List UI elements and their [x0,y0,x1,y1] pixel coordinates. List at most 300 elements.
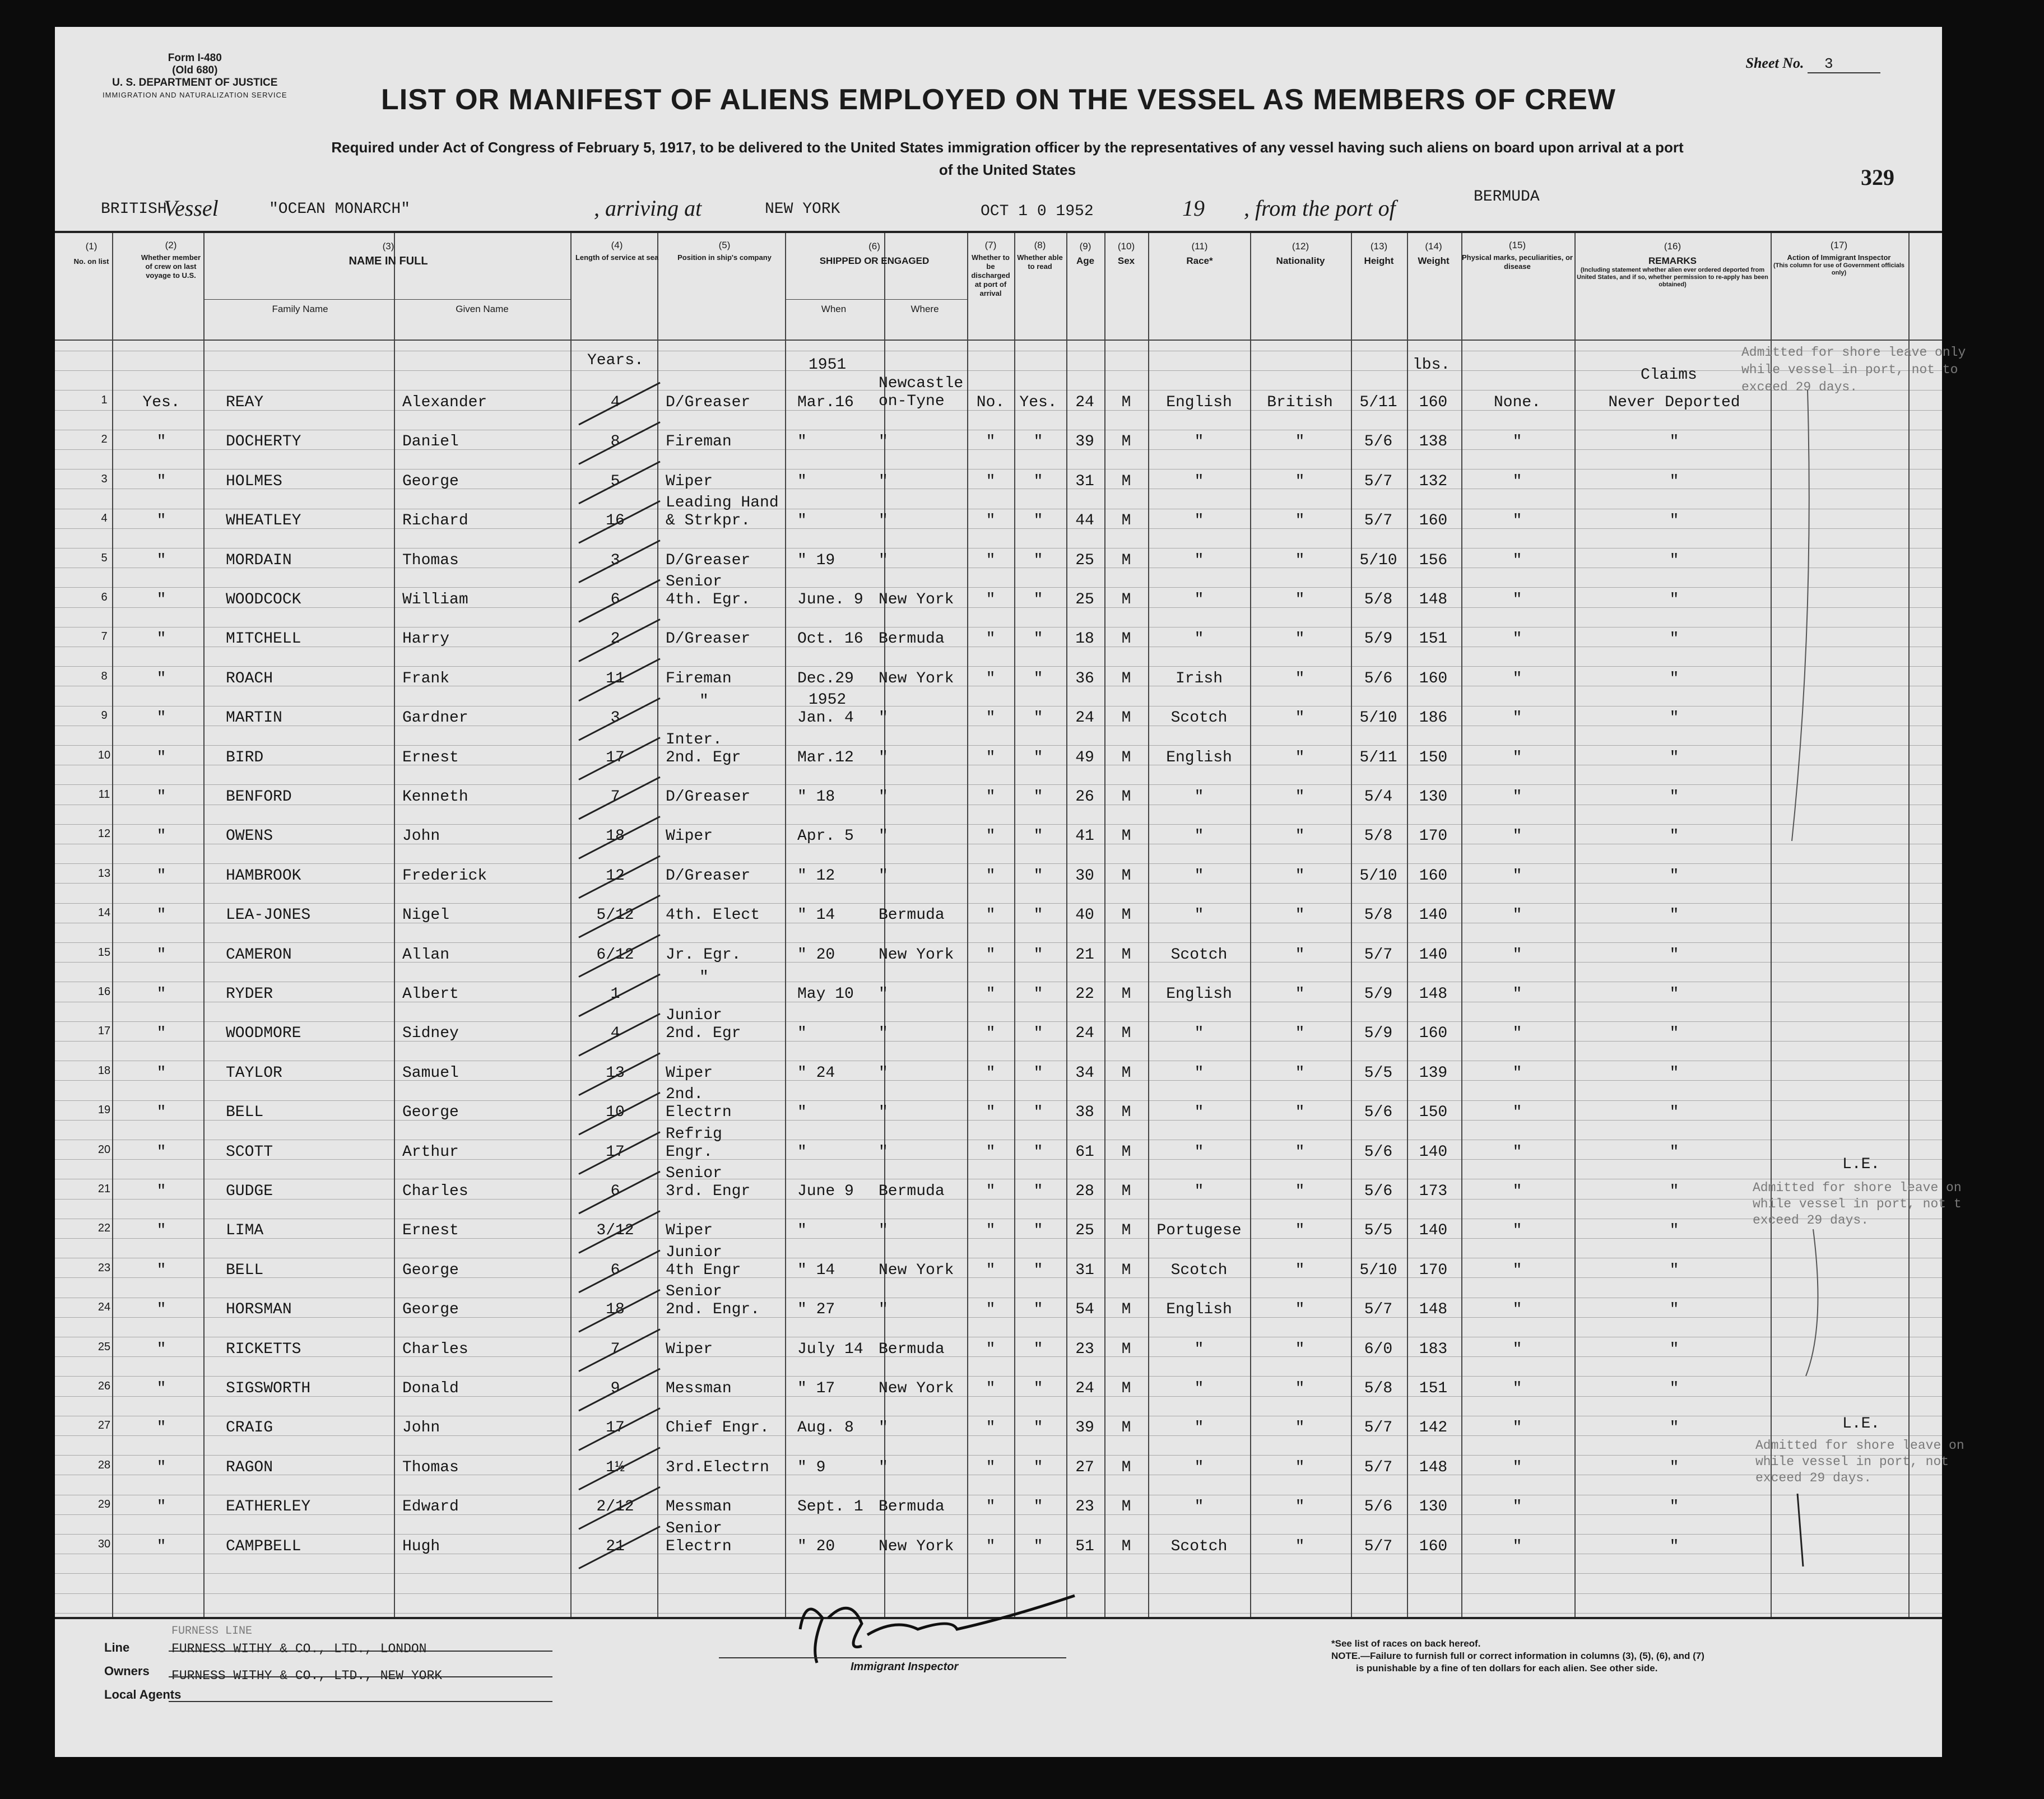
service-check-mark [579,580,660,622]
weight: 130 [1419,788,1448,806]
sex: M [1121,986,1131,1003]
race: " [1194,867,1204,885]
remarks: " [1669,1143,1679,1161]
remarks: " [1669,551,1679,569]
discharged: " [986,591,996,608]
row-number: 9 [101,709,108,722]
able-to-read: " [1033,1143,1043,1161]
weight: 132 [1419,472,1448,490]
remarks: " [1669,591,1679,608]
able-to-read: " [1033,986,1043,1003]
service-check-mark [579,1251,660,1293]
height: 5/4 [1364,788,1393,806]
given-name: Gardner [402,709,468,727]
shipped-when: Jan. 4 [797,709,854,727]
inspector-line [719,1657,1066,1658]
nationality: " [1295,472,1305,490]
footer-notes: *See list of races on back hereof. NOTE.—Failure to furnish full or correct information in columns (3), (5), (6), and (7) is punishable by a fine of ten dollars for each alien. See other side. [1331,1638,1704,1674]
shipped-where: " [879,512,888,530]
length-of-service: 17 [606,749,625,766]
member-last-voyage: " [156,986,166,1003]
row-number: 16 [97,986,111,998]
remarks: " [1669,1261,1679,1279]
member-last-voyage: " [156,591,166,608]
nationality: " [1295,1143,1305,1161]
service-check-mark [579,383,660,425]
service-check-mark [579,698,660,740]
discharged: " [986,1380,996,1397]
race: English [1166,986,1232,1003]
member-last-voyage: Yes. [142,394,180,411]
service-check-mark [579,1408,660,1450]
physical-marks: " [1512,670,1522,687]
remarks: " [1669,1340,1679,1358]
given-name: Thomas [402,551,459,569]
sex: M [1121,394,1131,411]
height: 5/5 [1364,1222,1393,1240]
inspector-note: Admitted for shore leave only while vessel in port, not to exceed 29 days. [1741,345,1966,394]
height: 5/6 [1364,1143,1393,1161]
physical-marks: " [1512,1301,1522,1319]
row-number: 7 [101,630,108,643]
nationality: " [1295,867,1305,885]
sex: M [1121,472,1131,490]
nationality: " [1295,788,1305,806]
row-number: 20 [97,1143,111,1156]
service-check-mark [579,1487,660,1529]
position: 4th Engr [666,1261,741,1279]
position: 3rd.Electrn [666,1458,769,1476]
header-action: (17) Action of Immigrant Inspector (This column for use of Government officials only) [1773,240,1905,276]
physical-marks: " [1512,1340,1522,1358]
header-discharged: (7) Whether to be discharged at port of arrival [971,240,1010,297]
weight: 156 [1419,551,1448,569]
member-last-voyage: " [156,1143,166,1161]
claims-label: Claims [1641,366,1697,384]
age: 31 [1075,1261,1094,1279]
service-check-mark [579,422,660,464]
member-last-voyage: " [156,630,166,648]
from-port: BERMUDA [1474,188,1540,206]
shipped-where: " [879,1104,888,1122]
discharged: " [986,433,996,451]
remarks: " [1669,1419,1679,1437]
vessel-label: Vessel [164,196,219,221]
member-last-voyage: " [156,472,166,490]
position-line: Senior [666,1519,722,1537]
row-number: 30 [97,1537,111,1550]
given-name: Alexander [402,394,487,411]
race: " [1194,591,1204,608]
able-to-read: " [1033,867,1043,885]
service-check-mark [579,501,660,543]
service-check-mark [579,816,660,858]
discharged: " [986,1458,996,1476]
height: 5/10 [1359,1261,1397,1279]
service-check-mark [579,462,660,504]
shipped-when: " 14 [797,907,835,924]
weight-unit: lbs. [1413,356,1451,374]
physical-marks: " [1512,1025,1522,1043]
position: Wiper [666,1064,713,1082]
row-number: 13 [97,867,111,880]
race: " [1194,1498,1204,1516]
position: Messman [666,1380,732,1397]
from-port-label: , from the port of [1244,196,1396,221]
weight: 140 [1419,1222,1448,1240]
member-last-voyage: " [156,946,166,964]
race: Portugese [1156,1222,1242,1240]
position-line: Senior [666,1283,722,1301]
family-name: RAGON [226,1458,273,1476]
sex: M [1121,788,1131,806]
given-name: Arthur [402,1143,459,1161]
length-of-service: 16 [606,512,625,530]
weight: 138 [1419,433,1448,451]
family-name: MARTIN [226,709,282,727]
service-check-mark [579,1290,660,1332]
position: Wiper [666,1222,713,1240]
discharged: " [986,828,996,845]
height: 5/7 [1364,1537,1393,1555]
sex: M [1121,1222,1131,1240]
age: 24 [1075,1025,1094,1043]
position: D/Greaser [666,867,751,885]
height: 5/7 [1364,512,1393,530]
year-1951: 1951 [809,356,847,374]
length-of-service: 8 [610,433,620,451]
family-name: ROACH [226,670,273,687]
sex: M [1121,1498,1131,1516]
le-mark: L.E. [1842,1156,1880,1173]
remarks: " [1669,907,1679,924]
nationality: " [1295,946,1305,964]
height: 5/6 [1364,1104,1393,1122]
row-number: 27 [97,1419,111,1432]
able-to-read: " [1033,1183,1043,1200]
able-to-read: " [1033,1222,1043,1240]
race: Scotch [1170,1261,1228,1279]
service-check-mark [579,1014,660,1056]
height: 5/7 [1364,1301,1393,1319]
age: 24 [1075,709,1094,727]
member-last-voyage: " [156,1261,166,1279]
length-of-service: 2/12 [596,1498,634,1516]
family-name: MITCHELL [226,630,301,648]
age: 24 [1075,394,1094,411]
shipped-where: New York [879,670,954,687]
weight: 148 [1419,1458,1448,1476]
shipped-where: " [879,709,888,727]
position: D/Greaser [666,394,751,411]
sex: M [1121,946,1131,964]
length-of-service: 18 [606,1301,625,1319]
row-number: 25 [97,1340,111,1353]
given-name: William [402,591,468,608]
weight: 140 [1419,946,1448,964]
height: 5/11 [1359,749,1397,766]
weight: 160 [1419,867,1448,885]
weight: 183 [1419,1340,1448,1358]
family-name: TAYLOR [226,1064,282,1082]
member-last-voyage: " [156,749,166,766]
sex: M [1121,433,1131,451]
nationality: " [1295,1537,1305,1555]
remarks: " [1669,867,1679,885]
sex: M [1121,1380,1131,1397]
shipped-when: Dec.29 [797,670,854,687]
race: " [1194,472,1204,490]
nationality: " [1295,1458,1305,1476]
able-to-read: " [1033,1537,1043,1555]
sex: M [1121,670,1131,687]
shipped-where: Bermuda [879,630,945,648]
member-last-voyage: " [156,1380,166,1397]
length-of-service: 17 [606,1143,625,1161]
given-name: Ernest [402,749,459,766]
given-name: Sidney [402,1025,459,1043]
length-of-service: 6 [610,591,620,608]
owners-value: FURNESS WITHY & CO., LTD., LONDON [171,1642,427,1656]
position-line: Senior [666,1165,722,1182]
service-check-mark [579,1132,660,1174]
member-last-voyage: " [156,551,166,569]
discharged: " [986,1498,996,1516]
row-number: 29 [97,1498,111,1511]
physical-marks: None. [1493,394,1541,411]
given-name: George [402,1104,459,1122]
discharged: " [986,788,996,806]
header-service: (4) Length of service at sea [575,240,659,262]
shipped-where: Bermuda [879,907,945,924]
inspector-label: Immigrant Inspector [851,1661,959,1673]
length-of-service: 12 [606,867,625,885]
given-name: Frank [402,670,450,687]
discharged: " [986,1222,996,1240]
row-number: 26 [97,1380,111,1392]
position: 3rd. Engr [666,1183,751,1200]
given-name: Harry [402,630,450,648]
shipped-where: " [879,1458,888,1476]
sex: M [1121,1340,1131,1358]
remarks: " [1669,946,1679,964]
able-to-read: " [1033,1025,1043,1043]
given-name: Ernest [402,1222,459,1240]
position-line: Junior [666,1007,722,1025]
physical-marks: " [1512,1498,1522,1516]
weight: 148 [1419,1301,1448,1319]
discharged: " [986,630,996,648]
shipped-when: " 9 [797,1458,826,1476]
agents-label: Local Agents [104,1688,182,1702]
given-name: Donald [402,1380,459,1397]
shipped-where: " [879,472,888,490]
nationality: " [1295,1104,1305,1122]
physical-marks: " [1512,867,1522,885]
able-to-read: " [1033,1104,1043,1122]
given-name: John [402,1419,440,1437]
discharged: " [986,551,996,569]
physical-marks: " [1512,1183,1522,1200]
member-last-voyage: " [156,709,166,727]
sex: M [1121,1458,1131,1476]
height: 5/9 [1364,630,1393,648]
discharged: " [986,709,996,727]
header-no: (1) No. on list [73,241,109,266]
service-check-mark [579,541,660,583]
position: D/Greaser [666,551,751,569]
race: English [1166,749,1232,766]
shipped-where: " [879,828,888,845]
remarks: " [1669,472,1679,490]
row-number: 23 [97,1261,111,1274]
sex: M [1121,867,1131,885]
nationality: " [1295,828,1305,845]
shipped-where: " [879,1143,888,1161]
weight: 148 [1419,986,1448,1003]
physical-marks: " [1512,946,1522,964]
length-of-service: 6 [610,1261,620,1279]
service-check-mark [579,777,660,819]
row-number: 3 [101,472,108,485]
family-name: HOLMES [226,472,282,490]
shipped-when: " 17 [797,1380,835,1397]
height: 5/7 [1364,1458,1393,1476]
race: " [1194,1104,1204,1122]
age: 44 [1075,512,1094,530]
department-name: U. S. DEPARTMENT OF JUSTICE [112,77,278,89]
shipped-where: New York [879,1261,954,1279]
physical-marks: " [1512,1419,1522,1437]
length-of-service: 17 [606,1419,625,1437]
position-line: " [699,969,709,986]
race: " [1194,1025,1204,1043]
shipped-when: " [797,433,807,451]
age: 31 [1075,472,1094,490]
height: 5/7 [1364,946,1393,964]
height: 5/10 [1359,867,1397,885]
remarks: " [1669,1104,1679,1122]
age: 25 [1075,1222,1094,1240]
form-old-number: (Old 680) [172,64,218,76]
height: 6/0 [1364,1340,1393,1358]
weight: 150 [1419,1104,1448,1122]
sex: M [1121,1261,1131,1279]
header-physical: (15) Physical marks, peculiarities, or disease [1462,240,1573,271]
weight: 139 [1419,1064,1448,1082]
arriving-label: , arriving at [594,196,702,221]
line-value: FURNESS LINE [171,1625,253,1638]
family-name: GUDGE [226,1183,273,1200]
remarks: " [1669,1183,1679,1200]
sheet-number-label: Sheet No. [1745,55,1804,71]
able-to-read: " [1033,670,1043,687]
sheet-number [1746,55,1881,73]
family-name: WOODCOCK [226,591,301,608]
sex: M [1121,1537,1131,1555]
service-check-mark [579,1053,660,1095]
remarks: " [1669,670,1679,687]
able-to-read: " [1033,433,1043,451]
sex: M [1121,1143,1131,1161]
length-of-service: 5/12 [596,907,634,924]
race: English [1166,394,1232,411]
weight: 173 [1419,1183,1448,1200]
family-name: RYDER [226,986,273,1003]
shipped-where: Bermuda [879,1183,945,1200]
sex: M [1121,1301,1131,1319]
physical-marks: " [1512,1064,1522,1082]
header-read: (8) Whether able to read [1017,240,1063,271]
shipped-when: May 10 [797,986,854,1003]
race: Scotch [1170,709,1228,727]
family-name: SIGSWORTH [226,1380,311,1397]
age: 38 [1075,1104,1094,1122]
member-last-voyage: " [156,1458,166,1476]
physical-marks: " [1512,1261,1522,1279]
shipped-when: Apr. 5 [797,828,854,845]
able-to-read: " [1033,630,1043,648]
position-line: Refrig [666,1125,722,1143]
sex: M [1121,630,1131,648]
age: 49 [1075,749,1094,766]
row-number: 19 [97,1104,111,1117]
length-of-service: 6 [610,1183,620,1200]
discharged: " [986,749,996,766]
race: " [1194,1458,1204,1476]
discharged: No. [976,394,1005,411]
sex: M [1121,828,1131,845]
shipped-where: " [879,433,888,451]
sex: M [1121,1025,1131,1043]
subtitle-line: of the United States [939,161,1076,178]
nationality: " [1295,1419,1305,1437]
able-to-read: " [1033,828,1043,845]
able-to-read: " [1033,1064,1043,1082]
given-name: Richard [402,512,468,530]
inspector-note: Admitted for shore leave on while vessel in port, not t exceed 29 days. [1753,1180,1962,1228]
shipped-where: " [879,1222,888,1240]
able-to-read: " [1033,1261,1043,1279]
length-of-service: 3 [610,709,620,727]
discharged: " [986,1183,996,1200]
able-to-read: " [1033,749,1043,766]
length-of-service: 3/12 [596,1222,634,1240]
shipped-where: " [879,788,888,806]
row-number: 1 [101,394,108,406]
given-name: Daniel [402,433,459,451]
member-last-voyage: " [156,867,166,885]
race: Irish [1175,670,1223,687]
member-last-voyage: " [156,1340,166,1358]
position: Electrn [666,1104,732,1122]
shipped-when: " 24 [797,1064,835,1082]
shipped-when: " 18 [797,788,835,806]
shipped-when: June 9 [797,1183,854,1200]
member-last-voyage: " [156,433,166,451]
shipped-when: Mar.12 [797,749,854,766]
shipped-when: Sept. 1 [797,1498,863,1516]
family-name: HORSMAN [226,1301,292,1319]
position: 2nd. Engr. [666,1301,760,1319]
inspector-signature [716,1584,1108,1668]
header-member: (2) Whether member of crew on last voyage to U.S. [141,240,201,280]
member-last-voyage: " [156,1222,166,1240]
family-name: OWENS [226,828,273,845]
member-last-voyage: " [156,1419,166,1437]
vessel-name: "OCEAN MONARCH" [269,201,411,218]
discharged: " [986,1025,996,1043]
